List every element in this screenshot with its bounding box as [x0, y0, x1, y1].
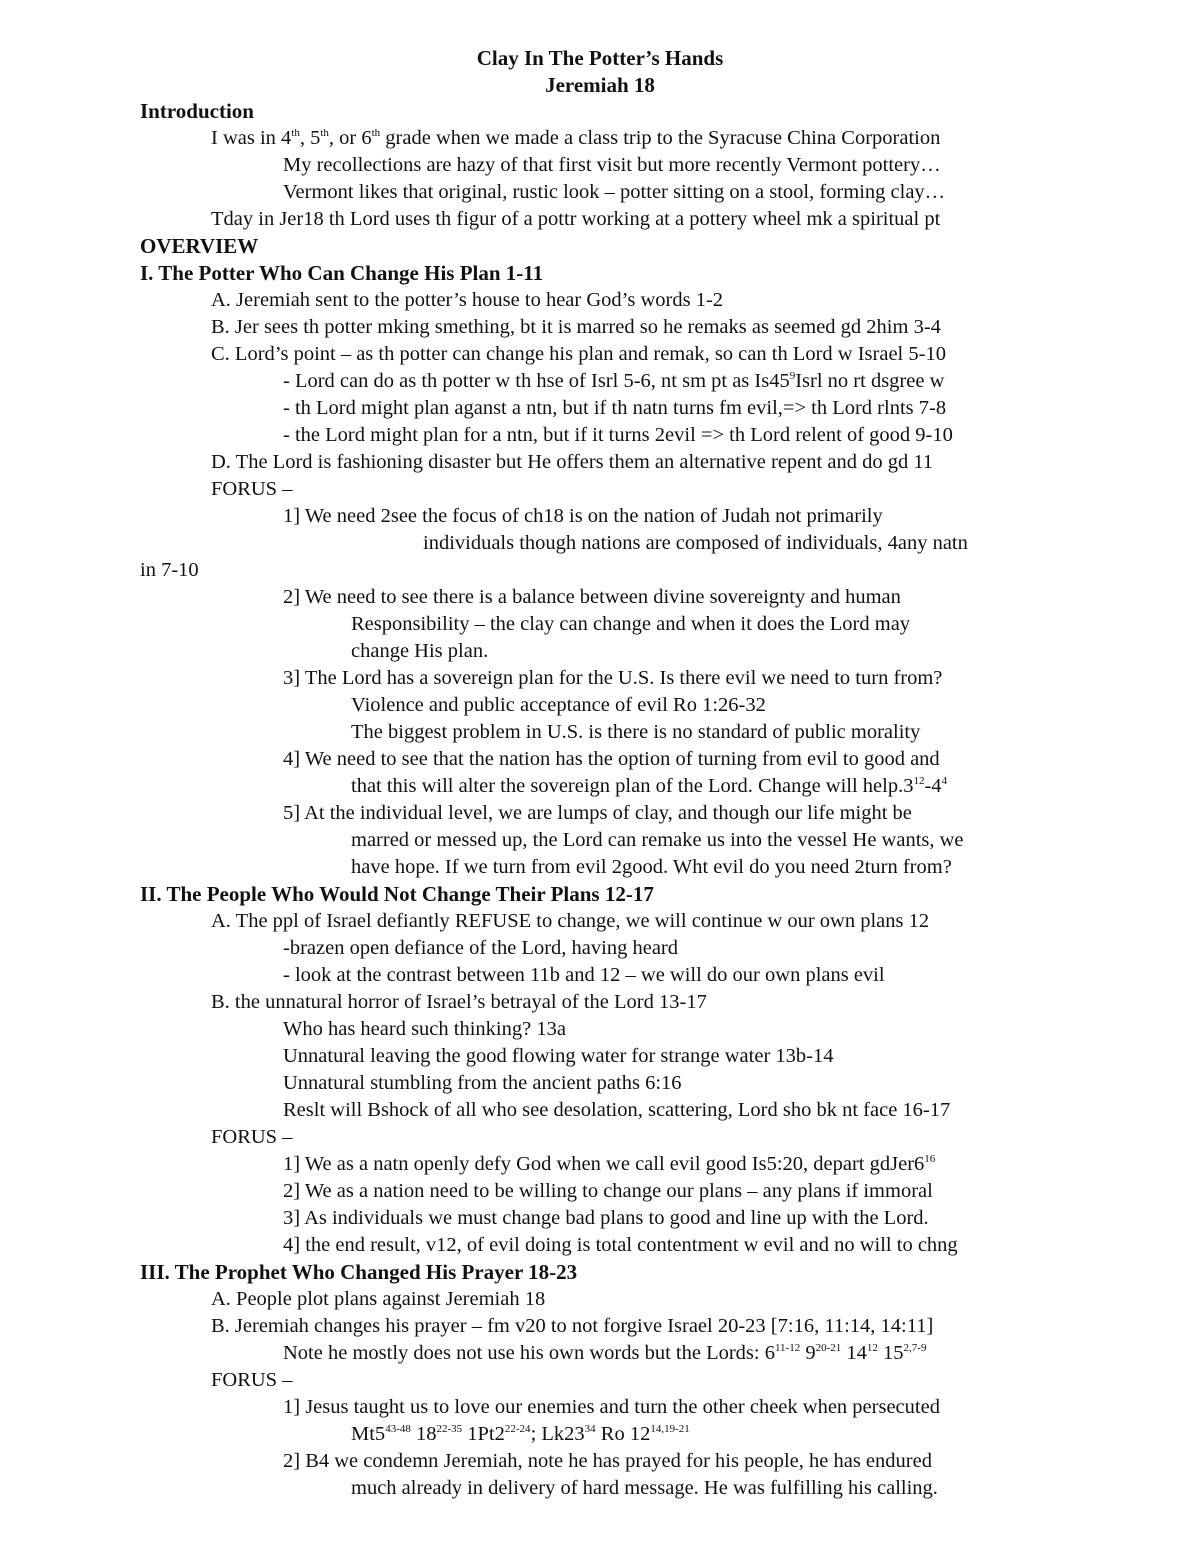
outline-line	[211, 341, 946, 368]
page-subtitle: Jeremiah 18	[545, 73, 655, 97]
line-text: , 5	[299, 127, 321, 149]
outline-line	[283, 1394, 940, 1421]
line-text: Mt5	[351, 1423, 386, 1445]
outline-line	[211, 287, 723, 314]
outline-line	[211, 1367, 292, 1394]
line-text: 2] B4 we condemn Jeremiah, note he has prayed for his people, he has endured	[283, 1450, 932, 1472]
outline-line	[283, 179, 945, 206]
line-text: Tday in Jer18 th Lord uses th figur of a pottr working at a pottery wheel mk a spiritual pt	[211, 208, 941, 230]
outline-line	[283, 422, 953, 449]
line-text: Vermont likes that original, rustic look – potter sitting on a stool, forming clay…	[283, 181, 946, 203]
line-text: FORUS –	[211, 1126, 293, 1148]
line-text: C. Lord’s point – as th potter can change his plan and remak, so can th Lord w Israel 5-10	[211, 343, 946, 365]
line-text: Who has heard such thinking? 13a	[283, 1018, 566, 1040]
line-text: Unnatural leaving the good flowing water for strange water 13b-14	[283, 1045, 834, 1067]
line-text: -4	[924, 775, 942, 797]
line-text: I was in 4	[211, 127, 292, 149]
outline-line	[211, 1286, 545, 1313]
line-text: much already in delivery of hard message. He was fulfilling his calling.	[351, 1477, 938, 1499]
outline-line	[283, 584, 901, 611]
superscript: th	[291, 127, 300, 139]
line-text: 2] We need to see there is a balance between divine sovereignty and human	[283, 586, 901, 608]
line-text: 15	[877, 1342, 904, 1364]
superscript: th	[320, 127, 329, 139]
outline-line	[283, 395, 946, 422]
line-text: B. Jer sees th potter mking smething, bt it is marred so he remaks as seemed gd 2him 3-4	[211, 316, 941, 338]
line-text: 1] We need 2see the focus of ch18 is on the nation of Judah not primarily	[283, 505, 883, 527]
line-text: Violence and public acceptance of evil Ro 1:26-32	[351, 694, 766, 716]
outline-line	[351, 1421, 690, 1448]
outline-line	[283, 800, 912, 827]
outline-line	[283, 368, 944, 395]
line-text: have hope. If we turn from evil 2good. Wht evil do you need 2turn from?	[351, 856, 952, 878]
line-text: 18	[410, 1423, 437, 1445]
outline-line	[211, 206, 940, 233]
outline-line	[351, 827, 964, 854]
section-heading	[140, 260, 543, 287]
outline-line	[283, 935, 678, 962]
outline-line	[211, 125, 940, 152]
outline-line	[283, 1043, 833, 1070]
line-text: individuals though nations are composed of individuals, 4any natn	[423, 532, 968, 554]
line-text: Reslt will Bshock of all who see desolation, scattering, Lord sho bk nt face 16-17	[283, 1099, 951, 1121]
outline-line	[211, 449, 933, 476]
line-text: - the Lord might plan for a ntn, but if it turns 2evil => th Lord relent of good 9-10	[283, 424, 953, 446]
outline-line	[211, 1124, 292, 1151]
section-heading	[140, 1259, 577, 1286]
line-text: 1Pt2	[462, 1423, 505, 1445]
line-text: D. The Lord is fashioning disaster but He offers them an alternative repent and do gd 11	[211, 451, 934, 473]
line-text: B. the unnatural horror of Israel’s betrayal of the Lord 13-17	[211, 991, 707, 1013]
line-text: FORUS –	[211, 1369, 293, 1391]
superscript: 22-35	[436, 1423, 463, 1435]
line-text: grade when we made a class trip to the Syracuse China Corporation	[380, 127, 941, 149]
line-text: A. People plot plans against Jeremiah 18	[211, 1288, 546, 1310]
outline-line	[351, 611, 910, 638]
line-text: B. Jeremiah changes his prayer – fm v20 to not forgive Israel 20-23 [7:16, 11:14, 14:11]	[211, 1315, 934, 1337]
line-text: FORUS –	[211, 478, 293, 500]
superscript: 2,7-9	[903, 1342, 927, 1354]
outline-line	[283, 152, 941, 179]
outline-line	[283, 1232, 958, 1259]
line-text: Isrl no rt dsgree w	[795, 370, 945, 392]
outline-line	[351, 854, 952, 881]
line-text: Introduction	[140, 99, 254, 123]
superscript: 14,19-21	[650, 1423, 690, 1435]
line-text: 14	[841, 1342, 867, 1364]
line-text: 4] the end result, v12, of evil doing is total contentment w evil and no will to chng	[283, 1234, 958, 1256]
line-text: OVERVIEW	[140, 234, 259, 258]
outline-line	[283, 1205, 929, 1232]
superscript: 12	[913, 775, 925, 787]
page-title: Clay In The Potter’s Hands	[476, 46, 724, 70]
line-text: 4] We need to see that the nation has the option of turning from evil to good and	[283, 748, 940, 770]
line-text: 3] As individuals we must change bad plans to good and line up with the Lord.	[283, 1207, 929, 1229]
line-text: III. The Prophet Who Changed His Prayer 18-23	[140, 1260, 578, 1284]
outline-line	[351, 773, 947, 800]
outline-line	[283, 665, 942, 692]
line-text: ; Lk23	[530, 1423, 585, 1445]
superscript: 34	[584, 1423, 596, 1435]
line-text: 1] We as a natn openly defy God when we call evil good Is5:20, depart gdJer6	[283, 1153, 925, 1175]
superscript: 9	[789, 370, 796, 382]
outline-line	[211, 908, 929, 935]
outline-line	[283, 503, 883, 530]
outline-line	[140, 557, 199, 584]
outline-line	[283, 746, 940, 773]
line-text: marred or messed up, the Lord can remake us into the vessel He wants, we	[351, 829, 964, 851]
superscript: 11-12	[774, 1342, 801, 1354]
line-text: I. The Potter Who Can Change His Plan 1-11	[140, 261, 544, 285]
superscript: 16	[924, 1153, 936, 1165]
superscript: 20-21	[815, 1342, 842, 1354]
superscript: th	[371, 127, 381, 139]
line-text: II. The People Who Would Not Change Their Plans 12-17	[140, 882, 654, 906]
superscript: 43-48	[385, 1423, 411, 1435]
line-text: 9	[800, 1342, 816, 1364]
outline-line	[283, 1097, 950, 1124]
line-text: A. Jeremiah sent to the potter’s house to hear God’s words 1-2	[211, 289, 724, 311]
superscript: 22-24	[504, 1423, 531, 1435]
line-text: that this will alter the sovereign plan of the Lord. Change will help.3	[351, 775, 914, 797]
line-text: Note he mostly does not use his own words but the Lords: 6	[283, 1342, 775, 1364]
outline-line	[211, 989, 707, 1016]
line-text: A. The ppl of Israel defiantly REFUSE to change, we will continue w our own plans 12	[211, 910, 930, 932]
line-text: - look at the contrast between 11b and 12 – we will do our own plans evil	[283, 964, 885, 986]
outline-line	[351, 1475, 938, 1502]
section-heading	[140, 881, 654, 908]
line-text: , or 6	[328, 127, 372, 149]
line-text: 2] We as a nation need to be willing to change our plans – any plans if immoral	[283, 1180, 933, 1202]
outline-line	[283, 1448, 932, 1475]
outline-line	[351, 719, 920, 746]
outline-line	[283, 1178, 933, 1205]
superscript: 4	[941, 775, 948, 787]
line-text: in 7-10	[140, 559, 199, 581]
line-text: Ro 12	[595, 1423, 651, 1445]
superscript: 12	[866, 1342, 878, 1354]
outline-line	[211, 476, 292, 503]
outline-line	[283, 1070, 682, 1097]
outline-line	[283, 1340, 926, 1367]
outline-line	[211, 1313, 933, 1340]
section-heading	[140, 233, 258, 260]
outline-line	[283, 1151, 935, 1178]
line-text: 1] Jesus taught us to love our enemies and turn the other cheek when persecuted	[283, 1396, 940, 1418]
outline-line	[283, 1016, 566, 1043]
line-text: - Lord can do as th potter w th hse of Isrl 5-6, nt sm pt as Is45	[283, 370, 790, 392]
outline-line	[283, 962, 885, 989]
outline-line	[423, 530, 968, 557]
line-text: change His plan.	[351, 640, 489, 662]
outline-line	[351, 638, 488, 665]
line-text: - th Lord might plan aganst a ntn, but if th natn turns fm evil,=> th Lord rlnts 7-8	[283, 397, 947, 419]
line-text: -brazen open defiance of the Lord, having heard	[283, 937, 679, 959]
line-text: Unnatural stumbling from the ancient paths 6:16	[283, 1072, 682, 1094]
line-text: The biggest problem in U.S. is there is no standard of public morality	[351, 721, 921, 743]
line-text: 5] At the individual level, we are lumps of clay, and though our life might be	[283, 802, 912, 824]
outline-line	[211, 314, 941, 341]
section-heading	[140, 98, 254, 125]
line-text: My recollections are hazy of that first visit but more recently Vermont pottery…	[283, 154, 941, 176]
outline-line	[351, 692, 766, 719]
line-text: Responsibility – the clay can change and when it does the Lord may	[351, 613, 911, 635]
line-text: 3] The Lord has a sovereign plan for the U.S. Is there evil we need to turn from?	[283, 667, 943, 689]
